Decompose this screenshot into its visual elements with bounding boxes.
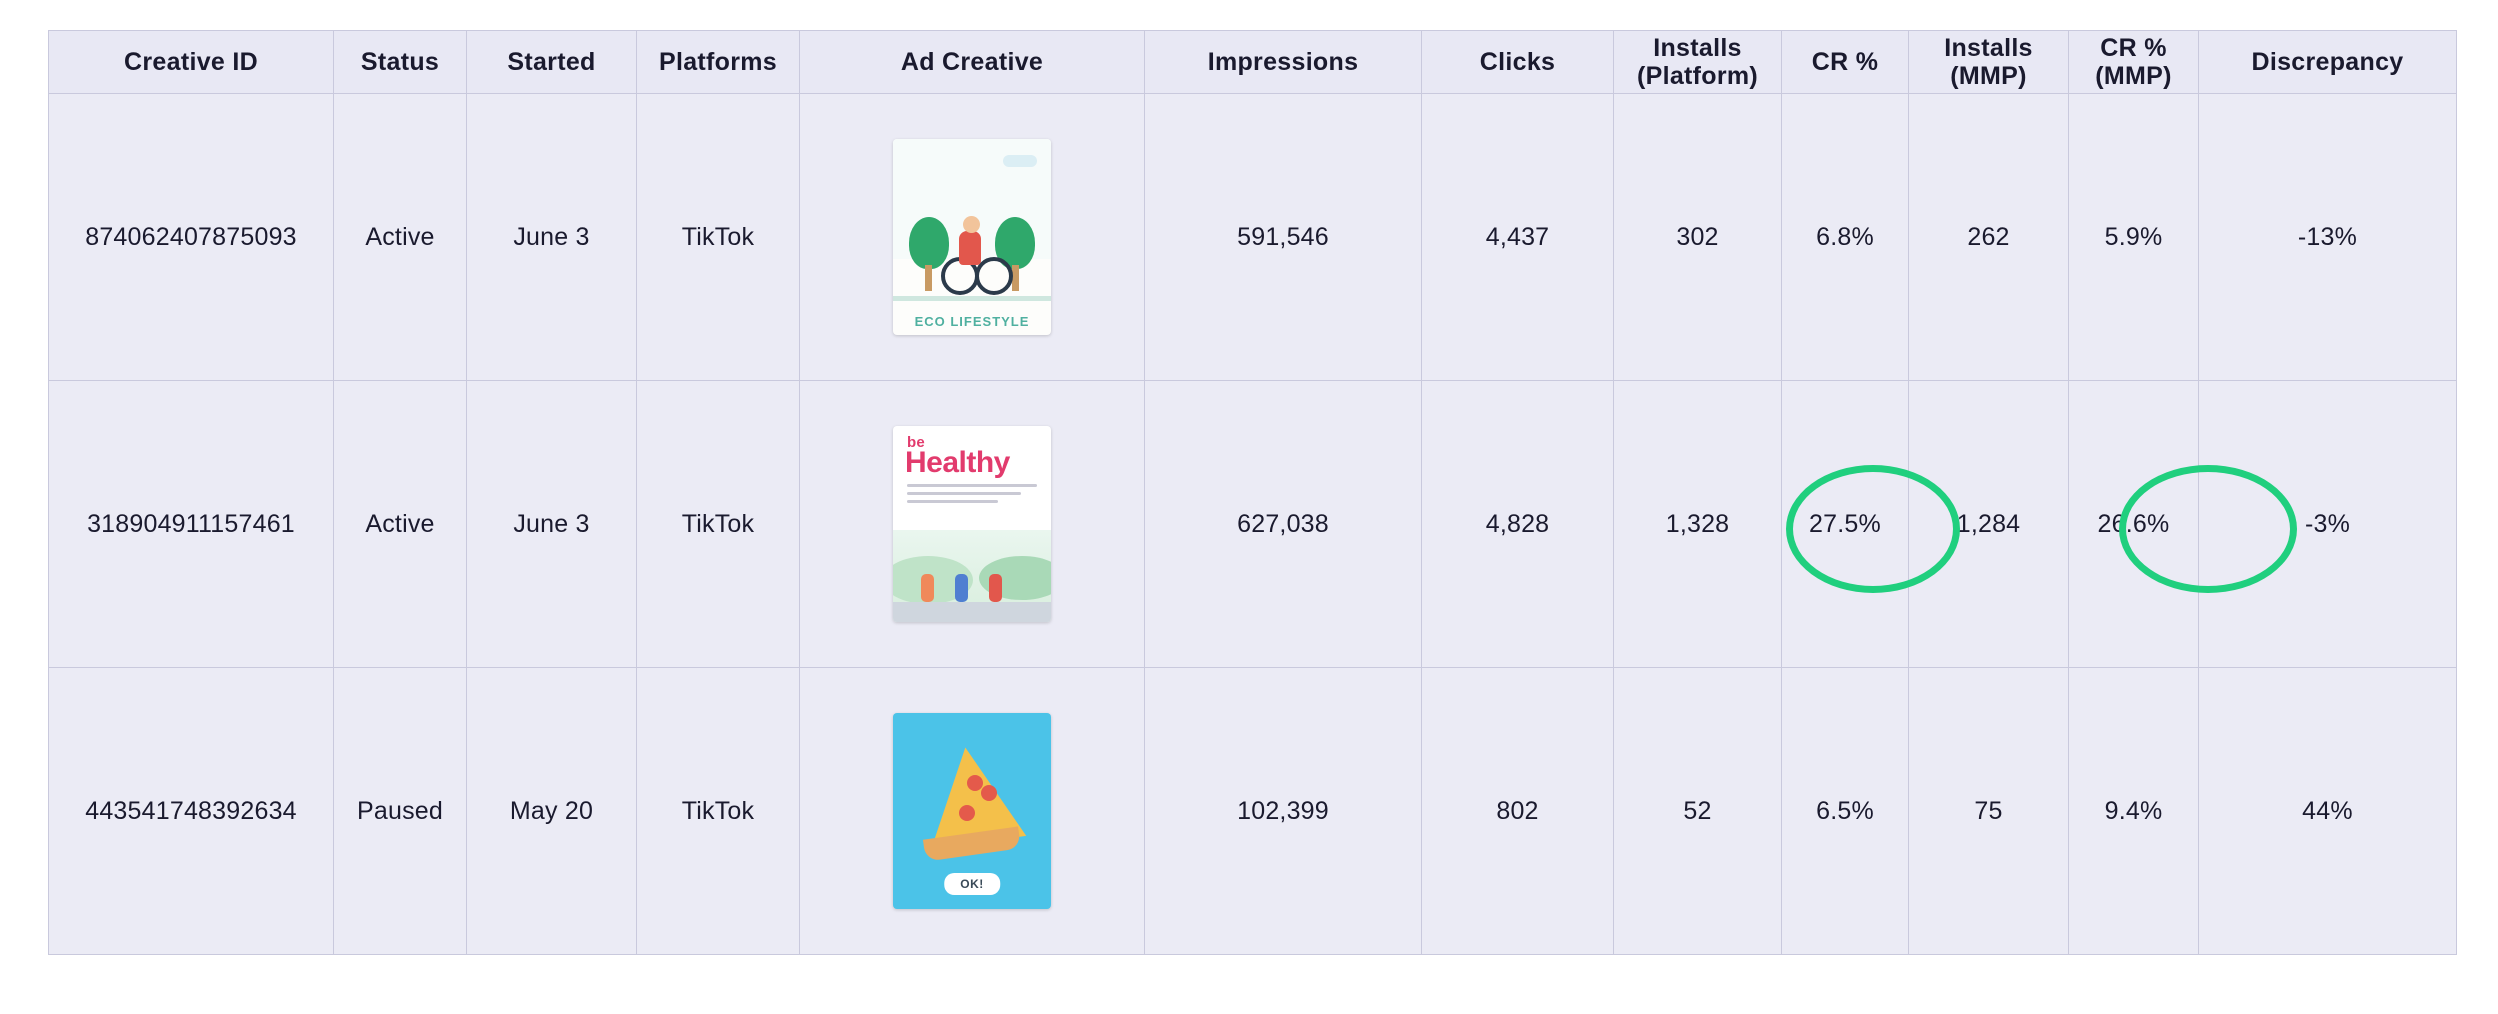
- column-header-installs-mmp[interactable]: [1909, 31, 2069, 94]
- table-header-row: [49, 31, 2457, 94]
- cell-installs-mmp: 1,284: [1909, 381, 2069, 668]
- road-shape: [893, 602, 1051, 622]
- column-header-cr-pct-mmp[interactable]: [2069, 31, 2199, 94]
- cell-cr-pct: 6.5%: [1782, 668, 1909, 955]
- creatives-table: [48, 30, 2457, 955]
- table-body: [49, 94, 2457, 955]
- installs-platform-line-1: Installs: [1653, 34, 1742, 62]
- eco-lifestyle-creative-thumbnail[interactable]: [893, 139, 1051, 335]
- cell-discrepancy: 44%: [2199, 668, 2457, 955]
- body-text-lines: [907, 484, 1037, 508]
- cell-discrepancy: -3%: [2199, 381, 2457, 668]
- cell-installs-mmp: 75: [1909, 668, 2069, 955]
- creative-caption[interactable]: OK!: [944, 873, 1000, 895]
- cell-clicks: 802: [1422, 668, 1614, 955]
- cell-cr-pct: 27.5%: [1782, 381, 1909, 668]
- table-header: [49, 31, 2457, 94]
- runner-two-icon: [955, 574, 968, 602]
- cell-platforms: TikTok: [637, 94, 800, 381]
- cell-impressions: 591,546: [1145, 94, 1422, 381]
- column-header-cr-pct[interactable]: CR %: [1782, 31, 1909, 94]
- cell-platforms: TikTok: [637, 668, 800, 955]
- cr-mmp-line-1: CR %: [2100, 34, 2167, 62]
- tree-left-icon: [909, 217, 949, 269]
- table-row[interactable]: [49, 94, 2457, 381]
- cell-cr-pct-mmp: 26.6%: [2069, 381, 2199, 668]
- cell-creative-id: 443541748392634: [49, 668, 334, 955]
- cell-clicks: 4,437: [1422, 94, 1614, 381]
- ground-line: [893, 296, 1051, 301]
- cell-impressions: 102,399: [1145, 668, 1422, 955]
- cell-installs-platform: 302: [1614, 94, 1782, 381]
- column-header-creative-id[interactable]: Creative ID: [49, 31, 334, 94]
- cell-creative-id: 318904911157461: [49, 381, 334, 668]
- pepperoni-one-icon: [959, 805, 975, 821]
- cell-ad-creative[interactable]: [800, 94, 1145, 381]
- cell-cr-pct-mmp: 9.4%: [2069, 668, 2199, 955]
- cr-mmp-line-2: (MMP): [2095, 62, 2172, 90]
- tree-left-trunk: [925, 265, 932, 291]
- cyclist-head-icon: [963, 216, 980, 233]
- column-header-ad-creative[interactable]: Ad Creative: [800, 31, 1145, 94]
- cell-ad-creative[interactable]: [800, 668, 1145, 955]
- column-header-platforms[interactable]: Platforms: [637, 31, 800, 94]
- cell-installs-platform: 1,328: [1614, 381, 1782, 668]
- cell-status: Active: [334, 381, 467, 668]
- pepperoni-three-icon: [967, 775, 983, 791]
- cell-cr-pct: 6.8%: [1782, 94, 1909, 381]
- cell-started: May 20: [467, 668, 637, 955]
- cell-status: Active: [334, 94, 467, 381]
- cell-status: Paused: [334, 668, 467, 955]
- be-healthy-creative-thumbnail[interactable]: [893, 426, 1051, 622]
- cell-discrepancy: -13%: [2199, 94, 2457, 381]
- runner-three-icon: [989, 574, 1002, 602]
- column-header-status[interactable]: Status: [334, 31, 467, 94]
- column-header-installs-platform[interactable]: [1614, 31, 1782, 94]
- installs-mmp-line-2: (MMP): [1950, 62, 2027, 90]
- cell-cr-pct-mmp: 5.9%: [2069, 94, 2199, 381]
- cell-installs-platform: 52: [1614, 668, 1782, 955]
- cell-started: June 3: [467, 381, 637, 668]
- installs-mmp-line-1: Installs: [1944, 34, 2033, 62]
- table-row[interactable]: [49, 381, 2457, 668]
- pizza-creative-thumbnail[interactable]: [893, 713, 1051, 909]
- illustration-scene: [893, 530, 1051, 622]
- table-row[interactable]: [49, 668, 2457, 955]
- cloud-icon: [1003, 155, 1037, 167]
- table-container: [48, 30, 2456, 955]
- runner-one-icon: [921, 574, 934, 602]
- cell-installs-mmp: 262: [1909, 94, 2069, 381]
- cell-ad-creative[interactable]: [800, 381, 1145, 668]
- cell-impressions: 627,038: [1145, 381, 1422, 668]
- pepperoni-two-icon: [981, 785, 997, 801]
- cell-clicks: 4,828: [1422, 381, 1614, 668]
- creative-caption: Healthy: [905, 446, 1010, 479]
- tree-right-trunk: [1012, 265, 1019, 291]
- installs-platform-line-2: (Platform): [1636, 62, 1759, 90]
- column-header-discrepancy[interactable]: Discrepancy: [2199, 31, 2457, 94]
- column-header-clicks[interactable]: Clicks: [1422, 31, 1614, 94]
- cell-creative-id: 874062407875093: [49, 94, 334, 381]
- cyclist-body-icon: [959, 231, 981, 265]
- bicycle-wheel-front-icon: [975, 257, 1013, 295]
- creative-caption-small: be: [907, 434, 925, 451]
- column-header-impressions[interactable]: Impressions: [1145, 31, 1422, 94]
- cell-started: June 3: [467, 94, 637, 381]
- cell-platforms: TikTok: [637, 381, 800, 668]
- column-header-started[interactable]: Started: [467, 31, 637, 94]
- creative-caption: ECO LIFESTYLE: [914, 314, 1030, 329]
